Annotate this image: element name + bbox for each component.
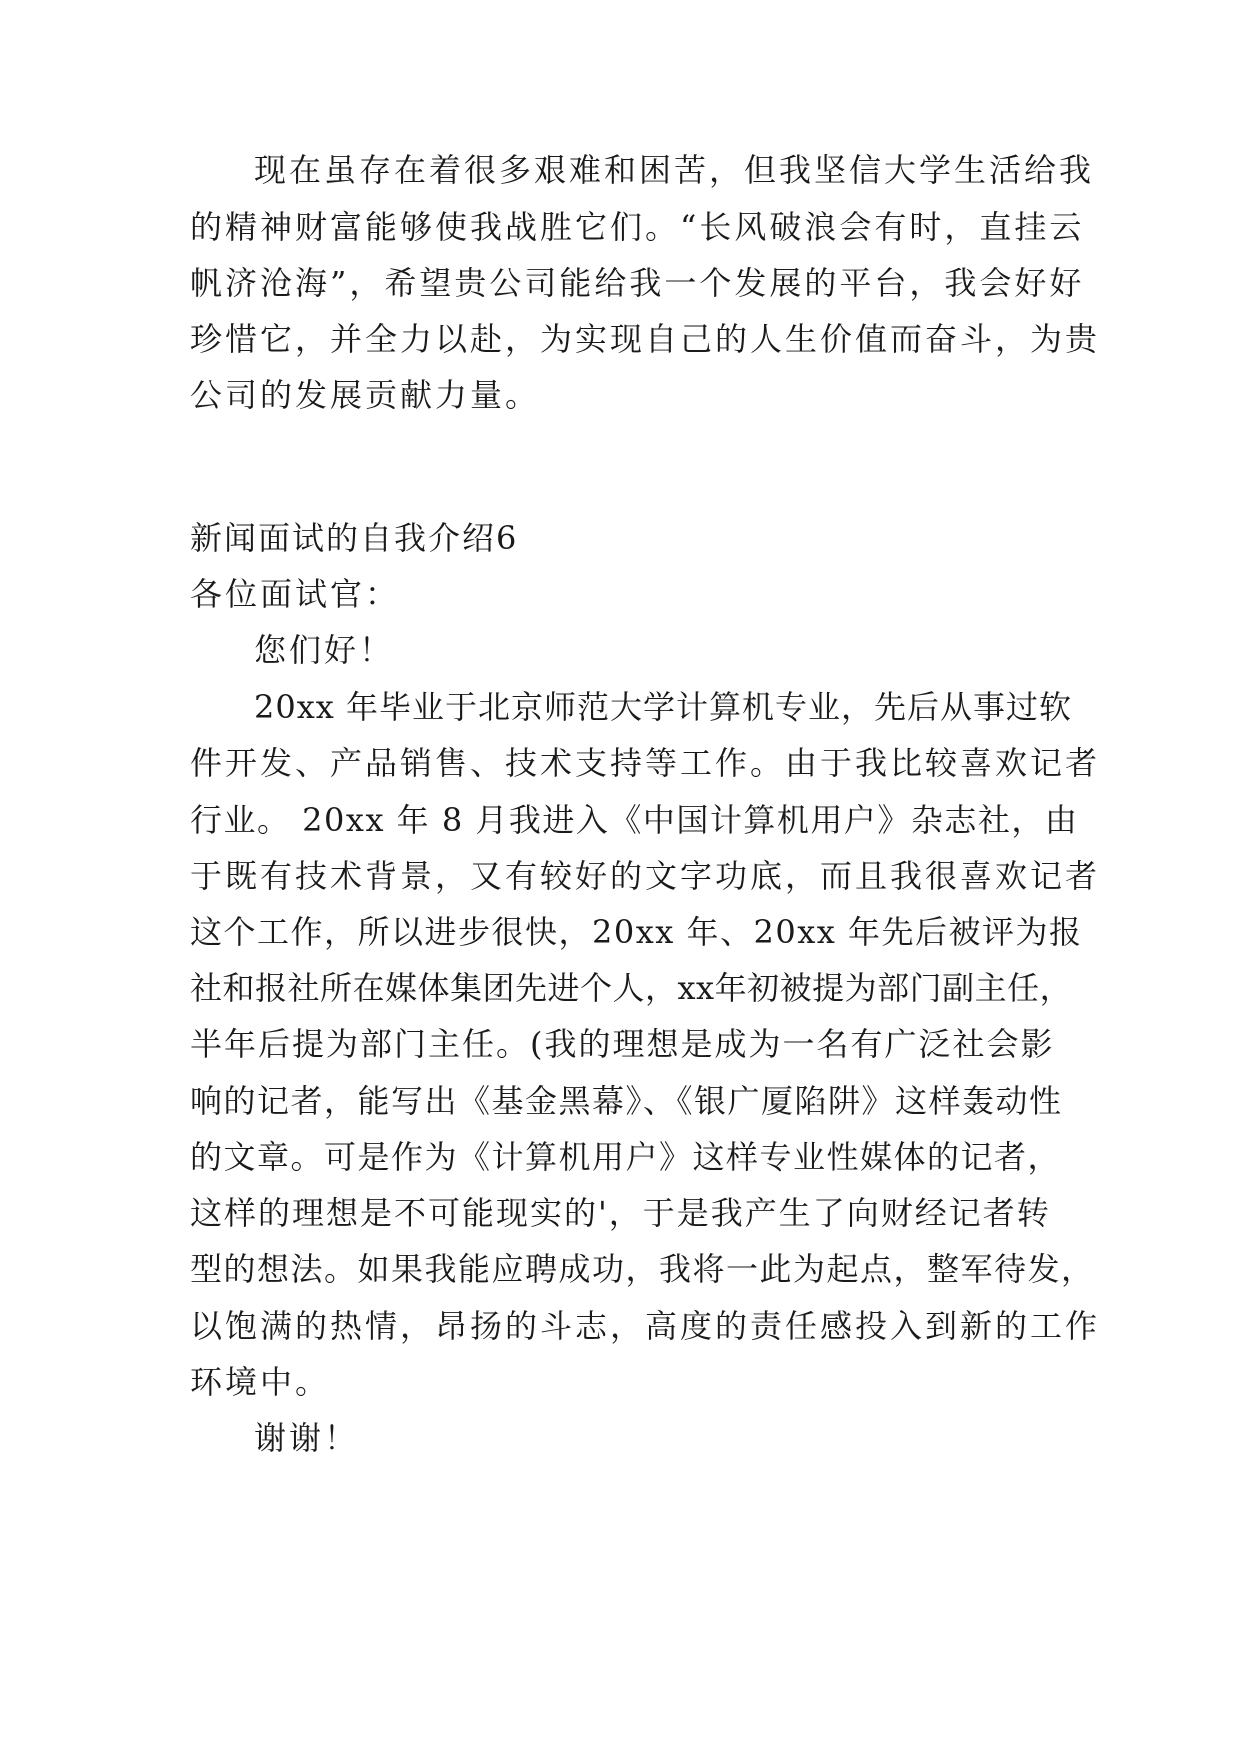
text-line: 现在虽存在着很多艰难和困苦，但我坚信大学生活给我 xyxy=(254,151,1095,189)
text-line: 件开发、产品销售、技术支持等工作。由于我比较喜欢记者 xyxy=(190,744,1101,782)
text-line: 20xx 年毕业于北京师范大学计算机专业，先后从事过软 xyxy=(254,688,1072,726)
salutation: 各位面试官： xyxy=(190,575,401,613)
text-line: 这个工作，所以进步很快，20xx 年、20xx 年先后被评为报 xyxy=(190,913,1083,951)
text-line: 帆济沧海”，希望贵公司能给我一个发展的平台，我会好好 xyxy=(190,264,1085,302)
text-line: 行业。 20xx 年 8 月我进入《中国计算机用户》杂志社，由 xyxy=(190,801,1079,839)
text-line: 以饱满的热情，昂扬的斗志，高度的责任感投入到新的工作 xyxy=(190,1307,1101,1345)
text-line: 的精神财富能够使我战胜它们。“长风破浪会有时，直挂云 xyxy=(190,208,1085,246)
text-line: 的文章。可是作为《计算机用户》这样专业性媒体的记者， xyxy=(190,1138,1062,1176)
closing-thanks: 谢谢！ xyxy=(254,1419,360,1457)
text-line: 社和报社所在媒体集团先进个人，xx年初被提为部门副主任， xyxy=(190,969,1073,1007)
section-heading: 新闻面试的自我介绍6 xyxy=(190,519,519,557)
greeting: 您们好！ xyxy=(254,631,395,669)
text-line: 响的记者，能写出《基金黑幕》、《银广厦陷阱》这样轰动性 xyxy=(190,1082,1063,1120)
text-line: 珍惜它，并全力以赴，为实现自己的人生价值而奋斗，为贵 xyxy=(190,320,1101,358)
text-line: 这样的理想是不可能现实的'，于是我产生了向财经记者转 xyxy=(190,1194,1051,1232)
text-line: 型的想法。如果我能应聘成功，我将一此为起点，整军待发， xyxy=(190,1250,1095,1288)
text-line: 环境中。 xyxy=(190,1363,331,1401)
text-line: 公司的发展贡献力量。 xyxy=(190,376,541,414)
text-line: 于既有技术背景，又有较好的文字功底，而且我很喜欢记者 xyxy=(190,857,1101,895)
text-line: 半年后提为部门主任。(我的理想是成为一名有广泛社会影 xyxy=(190,1025,1055,1063)
